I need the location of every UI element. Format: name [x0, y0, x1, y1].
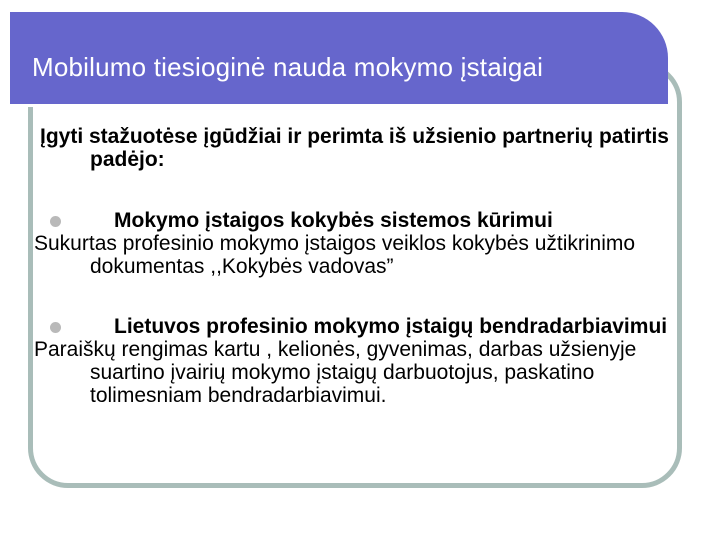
section-2-text: Paraiškų rengimas kartu , kelionės, gyvenimas, darbas užsienyje suartino įvairių mokymo įstaigų darbuotojus, paskatino tolimesniam bendradarbiavimui. [34, 338, 637, 407]
slide-content [34, 125, 670, 407]
bullet-item-2 [40, 315, 670, 338]
bullet-dot-icon [50, 216, 61, 227]
section-1-text: Sukurtas profesinio mokymo įstaigos veiklos kokybės užtikrinimo dokumentas ,,Kokybės vadovas” [34, 232, 636, 278]
bullet-item-2-label: Lietuvos profesinio mokymo įstaigų bendradarbiavimui [114, 315, 668, 338]
intro-text: Įgyti stažuotėse įgūdžiai ir perimta iš užsienio partnerių patirtis padėjo: [40, 125, 669, 171]
bullet-item-1-label: Mokymo įstaigos kokybės sistemos kūrimui [114, 209, 553, 232]
bullet-item-1 [40, 209, 670, 232]
title-divider [20, 104, 648, 107]
title-bar [10, 12, 668, 104]
bullet-dot-icon [50, 322, 61, 333]
slide-title: Mobilumo tiesioginė nauda mokymo įstaigai [32, 52, 544, 82]
